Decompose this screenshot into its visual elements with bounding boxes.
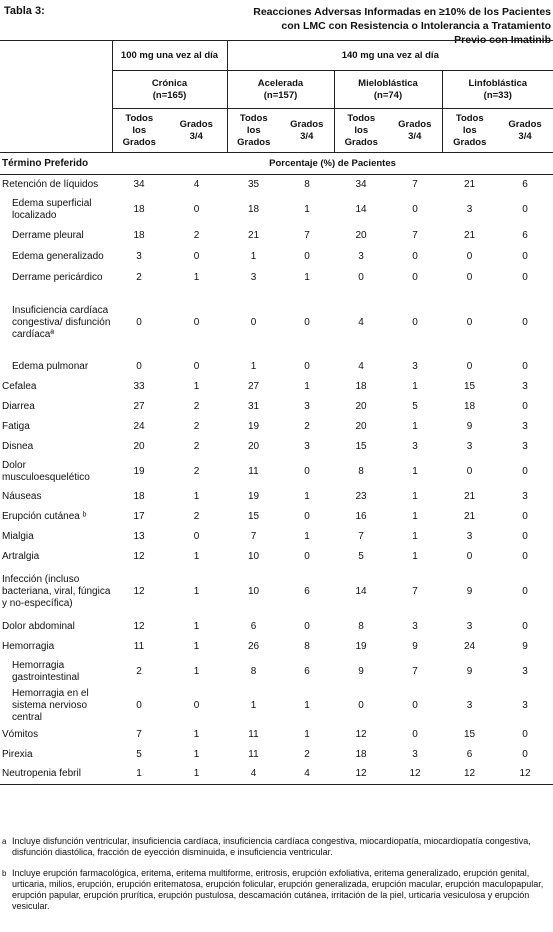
row-value: 23 [355, 490, 367, 502]
row-value: 1 [112, 765, 166, 785]
row-value: 1 [304, 699, 310, 711]
row-value: 12 [442, 765, 497, 785]
row-value: 0 [412, 271, 418, 283]
row-value: 6 [522, 178, 528, 190]
row-value: 0 [522, 620, 528, 632]
table-header [0, 0, 553, 46]
table-row [0, 637, 553, 657]
row-value: 0 [193, 530, 200, 542]
row-value: 27 [133, 400, 145, 412]
row-value: 0 [466, 250, 473, 262]
table-row [0, 765, 553, 785]
row-value: 0 [358, 699, 364, 711]
col-header-all-grades: Todos los Grados [442, 109, 497, 153]
row-value: 3 [412, 440, 418, 452]
row-value: 0 [522, 728, 528, 740]
row-label: Diarrea [2, 400, 35, 412]
row-value: 12 [133, 550, 145, 562]
row-value: 2 [136, 665, 142, 677]
row-value: 1 [193, 490, 200, 502]
row-label: Náuseas [2, 490, 42, 502]
row-value: 9 [466, 420, 473, 432]
row-label: Disnea [2, 440, 34, 452]
row-value: 16 [355, 510, 367, 522]
row-value: 27 [247, 380, 260, 392]
row-value: 0 [466, 465, 473, 477]
table-row [0, 457, 553, 487]
row-value: 20 [355, 229, 367, 241]
row-label: Edema generalizado [12, 250, 104, 262]
row-value: 20 [355, 400, 367, 412]
row-value: 1 [304, 728, 310, 740]
row-label: Dolor abdominal [2, 620, 75, 632]
row-value: 10 [247, 550, 260, 562]
row-value: 0 [412, 699, 418, 711]
row-value: 12 [334, 765, 388, 785]
row-value: 0 [522, 510, 528, 522]
row-value: 0 [136, 699, 142, 711]
row-value: 0 [522, 465, 528, 477]
row-value: 10 [247, 585, 260, 597]
row-value: 7 [412, 178, 418, 190]
row-value: 1 [304, 380, 310, 392]
row-value: 0 [193, 699, 200, 711]
row-value: 1 [304, 490, 310, 502]
row-value: 3 [522, 440, 528, 452]
row-value: 3 [466, 440, 473, 452]
row-value: 0 [522, 550, 528, 562]
row-value: 21 [463, 229, 476, 241]
table-row [0, 745, 553, 765]
row-value: 7 [412, 585, 418, 597]
row-value: 7 [250, 530, 257, 542]
row-value: 15 [463, 380, 476, 392]
row-value: 0 [412, 728, 418, 740]
table-row [0, 289, 553, 357]
row-value: 5 [412, 400, 418, 412]
table-row [0, 225, 553, 247]
row-value: 20 [355, 420, 367, 432]
row-value: 1 [193, 550, 200, 562]
phase-linfoblastica: Linfoblástica (n=33) [442, 71, 553, 109]
col-header-all-grades: Todos los Grados [334, 109, 388, 153]
row-value: 6 [250, 620, 257, 632]
row-label: Hemorragia [2, 640, 55, 652]
row-value: 9 [466, 665, 473, 677]
row-value: 3 [250, 271, 257, 283]
table-row [0, 657, 553, 687]
row-value: 33 [133, 380, 145, 392]
footnote-a [0, 836, 553, 858]
row-value: 18 [247, 203, 260, 215]
table-row [0, 617, 553, 637]
row-value: 3 [136, 250, 142, 262]
row-value: 3 [466, 203, 473, 215]
row-value: 0 [193, 250, 200, 262]
row-value: 3 [412, 748, 418, 760]
row-label: Cefalea [2, 380, 37, 392]
table-row [0, 547, 553, 567]
footnote-b [0, 868, 553, 912]
row-label: Pirexia [2, 748, 33, 760]
row-value: 12 [497, 765, 553, 785]
row-value: 0 [522, 271, 528, 283]
row-value: 0 [358, 271, 364, 283]
row-value: 19 [247, 490, 260, 502]
row-value: 1 [193, 585, 200, 597]
row-value: 0 [304, 620, 310, 632]
row-value: 14 [355, 203, 367, 215]
row-value: 0 [304, 465, 310, 477]
row-value: 9 [412, 640, 418, 652]
footnote-b-text: Incluye erupción farmacológica, eritema, eritema multiforme, eritrosis, erupción exfoliativa, eritema generalizado, erupción genital, urticaria, milios, erupción, erupción eritematosa, erupción folicular, erupción generalizada, erupción macular, erupción maculopapular, erupción papular, erupción prurítica, erupción pustulosa, descamación cutánea, irritación de la piel, urticaria vesiculosa y erupción vesicular. [12, 868, 544, 911]
row-value: 1 [193, 728, 200, 740]
row-value: 3 [466, 620, 473, 632]
corner-cell [0, 41, 112, 71]
row-label: Infección (incluso bacteriana, viral, fúngica y no-específica) [2, 573, 111, 609]
row-value: 3 [522, 380, 528, 392]
row-value: 19 [355, 640, 367, 652]
row-value: 1 [412, 550, 418, 562]
row-value: 3 [522, 665, 528, 677]
row-value: 6 [466, 748, 473, 760]
table-row [0, 377, 553, 397]
row-value: 8 [304, 178, 310, 190]
group-100mg: 100 mg una vez al día [112, 41, 227, 71]
row-value: 4 [358, 360, 364, 372]
row-label: Hemorragia gastrointestinal [12, 659, 80, 683]
table-row [0, 175, 553, 195]
row-value: 1 [250, 360, 257, 372]
footnote-b-mark: b [2, 869, 7, 878]
row-value: 4 [280, 765, 334, 785]
row-value: 21 [463, 178, 476, 190]
table-row [0, 487, 553, 507]
row-value: 4 [358, 316, 364, 328]
row-label: Erupción cutánea ᵇ [2, 510, 87, 522]
row-value: 0 [136, 360, 142, 372]
row-value: 0 [412, 316, 418, 328]
row-value: 12 [355, 728, 367, 740]
row-value: 17 [133, 510, 145, 522]
row-value: 11 [248, 728, 259, 740]
row-value: 7 [136, 728, 142, 740]
row-value: 1 [250, 250, 257, 262]
table-row [0, 267, 553, 289]
col-header-all-grades: Todos los Grados [227, 109, 280, 153]
row-value: 26 [247, 640, 260, 652]
row-value: 8 [358, 620, 364, 632]
row-value: 4 [193, 178, 200, 190]
row-value: 15 [247, 510, 260, 522]
row-value: 1 [412, 380, 418, 392]
row-value: 18 [133, 490, 145, 502]
row-value: 1 [193, 271, 200, 283]
row-value: 3 [466, 699, 473, 711]
row-value: 31 [247, 400, 260, 412]
row-value: 0 [522, 748, 528, 760]
row-value: 0 [250, 316, 257, 328]
table-body [0, 175, 553, 785]
table-row [0, 687, 553, 725]
row-value: 6 [304, 585, 310, 597]
row-label: Mialgia [2, 530, 34, 542]
row-value: 19 [133, 465, 145, 477]
phase-acelerada: Acelerada (n=157) [227, 71, 334, 109]
row-value: 0 [304, 510, 310, 522]
row-value: 1 [412, 465, 418, 477]
table-row [0, 527, 553, 547]
row-value: 21 [463, 510, 476, 522]
row-value: 35 [247, 178, 260, 190]
row-value: 20 [133, 440, 145, 452]
row-value: 11 [133, 640, 145, 652]
footnote-a-text: Incluye disfunción ventricular, insuficiencia cardíaca, insuficiencia cardíaca congestiva, miocardiopatía, miocardiopatía congestiva, disfunción diastólica, fracción de eyección disminuida, e insuficiencia ventricular. [12, 836, 531, 857]
row-value: 0 [304, 360, 310, 372]
table-title: Reacciones Adversas Informadas en ≥10% de los Pacientes con LMC con Resistencia o Intolerancia a Tratamiento Previo con Imatinib [253, 6, 551, 46]
row-value: 18 [133, 203, 145, 215]
row-value: 21 [463, 490, 476, 502]
row-value: 0 [412, 250, 418, 262]
row-value: 13 [133, 530, 145, 542]
phase-mieloblastica: Mieloblástica (n=74) [334, 71, 442, 109]
row-value: 1 [193, 380, 200, 392]
row-label: Artralgia [2, 550, 40, 562]
row-value: 3 [522, 420, 528, 432]
percentage-header: Porcentaje (%) de Pacientes [112, 153, 553, 175]
table-row [0, 357, 553, 377]
row-value: 12 [133, 585, 145, 597]
row-value: 15 [463, 728, 476, 740]
row-value: 2 [136, 271, 142, 283]
row-label: Retención de líquidos [2, 178, 99, 190]
row-label: Neutropenia febril [0, 765, 112, 785]
row-value: 9 [522, 640, 528, 652]
adverse-reactions-table [0, 40, 553, 785]
row-value: 1 [304, 203, 310, 215]
row-value: 8 [250, 665, 257, 677]
row-value: 0 [522, 530, 528, 542]
row-value: 5 [358, 550, 364, 562]
row-value: 3 [412, 620, 418, 632]
table-row [0, 195, 553, 225]
row-label: Fatiga [2, 420, 30, 432]
row-value: 0 [522, 585, 528, 597]
row-label: Derrame pericárdico [12, 271, 103, 283]
table-row [0, 397, 553, 417]
row-value: 1 [166, 765, 227, 785]
row-value: 1 [412, 420, 418, 432]
table-row [0, 567, 553, 617]
row-value: 1 [193, 665, 200, 677]
row-value: 3 [466, 530, 473, 542]
row-value: 24 [463, 640, 476, 652]
row-value: 2 [193, 440, 200, 452]
row-value: 3 [522, 699, 528, 711]
row-value: 34 [133, 178, 145, 190]
row-value: 14 [355, 585, 367, 597]
row-value: 1 [304, 271, 310, 283]
row-value: 1 [193, 620, 200, 632]
row-value: 3 [304, 440, 310, 452]
row-value: 0 [412, 203, 418, 215]
col-header-grades-34: Grados 3/4 [388, 109, 442, 153]
term-header: Término Preferido [0, 153, 112, 175]
row-value: 0 [522, 316, 528, 328]
row-value: 2 [193, 400, 200, 412]
row-label: Dolor musculoesquelético [2, 459, 90, 483]
row-value: 0 [304, 250, 310, 262]
row-value: 18 [355, 380, 367, 392]
row-value: 11 [248, 465, 259, 477]
row-value: 0 [193, 360, 200, 372]
row-label: Hemorragia en el sistema nervioso central [12, 687, 89, 723]
row-value: 0 [522, 360, 528, 372]
row-value: 7 [412, 665, 418, 677]
row-value: 0 [136, 316, 142, 328]
phase-cronica: Crónica (n=165) [112, 71, 227, 109]
row-value: 1 [412, 490, 418, 502]
row-value: 2 [193, 465, 200, 477]
row-value: 3 [358, 250, 364, 262]
row-label: Edema pulmonar [12, 360, 89, 372]
row-value: 6 [304, 665, 310, 677]
row-value: 0 [193, 203, 200, 215]
col-header-all-grades: Todos los Grados [112, 109, 166, 153]
row-value: 1 [193, 748, 200, 760]
row-value: 15 [355, 440, 367, 452]
row-value: 0 [522, 400, 528, 412]
row-value: 2 [193, 510, 200, 522]
row-value: 6 [522, 229, 528, 241]
row-value: 0 [193, 316, 200, 328]
row-label: Insuficiencia cardíaca congestiva/ disfunción cardíacaª [12, 304, 111, 340]
row-value: 1 [412, 530, 418, 542]
table-row [0, 507, 553, 527]
row-value: 9 [466, 585, 473, 597]
row-value: 0 [304, 550, 310, 562]
row-value: 21 [247, 229, 260, 241]
row-value: 3 [522, 490, 528, 502]
group-140mg: 140 mg una vez al día [227, 41, 553, 71]
row-value: 5 [136, 748, 142, 760]
row-value: 12 [133, 620, 145, 632]
row-value: 7 [358, 530, 364, 542]
row-value: 0 [466, 316, 473, 328]
table-row [0, 437, 553, 457]
col-header-grades-34: Grados 3/4 [166, 109, 227, 153]
row-value: 0 [466, 360, 473, 372]
row-value: 7 [304, 229, 310, 241]
row-value: 18 [133, 229, 145, 241]
row-value: 19 [247, 420, 260, 432]
col-header-grades-34: Grados 3/4 [497, 109, 553, 153]
row-value: 3 [304, 400, 310, 412]
row-value: 12 [388, 765, 442, 785]
row-value: 0 [522, 250, 528, 262]
table-label: Tabla 3: [4, 5, 45, 17]
row-value: 0 [522, 203, 528, 215]
table-row [0, 417, 553, 437]
row-value: 2 [304, 420, 310, 432]
row-value: 34 [355, 178, 367, 190]
row-value: 0 [466, 271, 473, 283]
row-value: 3 [412, 360, 418, 372]
footnote-a-mark: a [2, 837, 7, 846]
row-label: Vómitos [2, 728, 39, 740]
row-value: 8 [304, 640, 310, 652]
row-value: 11 [248, 748, 259, 760]
row-value: 2 [304, 748, 310, 760]
row-value: 24 [133, 420, 145, 432]
row-value: 7 [412, 229, 418, 241]
row-value: 0 [304, 316, 310, 328]
row-value: 20 [247, 440, 260, 452]
row-value: 4 [227, 765, 280, 785]
col-header-grades-34: Grados 3/4 [280, 109, 334, 153]
row-value: 0 [466, 550, 473, 562]
row-value: 9 [358, 665, 364, 677]
row-value: 2 [193, 420, 200, 432]
row-value: 1 [412, 510, 418, 522]
row-value: 2 [193, 229, 200, 241]
table-row [0, 725, 553, 745]
row-value: 18 [463, 400, 476, 412]
row-label: Edema superficial localizado [12, 197, 92, 221]
row-label: Derrame pleural [12, 229, 84, 241]
row-value: 18 [355, 748, 367, 760]
table-row [0, 247, 553, 267]
row-value: 1 [304, 530, 310, 542]
row-value: 1 [250, 699, 257, 711]
row-value: 8 [358, 465, 364, 477]
row-value: 1 [193, 640, 200, 652]
